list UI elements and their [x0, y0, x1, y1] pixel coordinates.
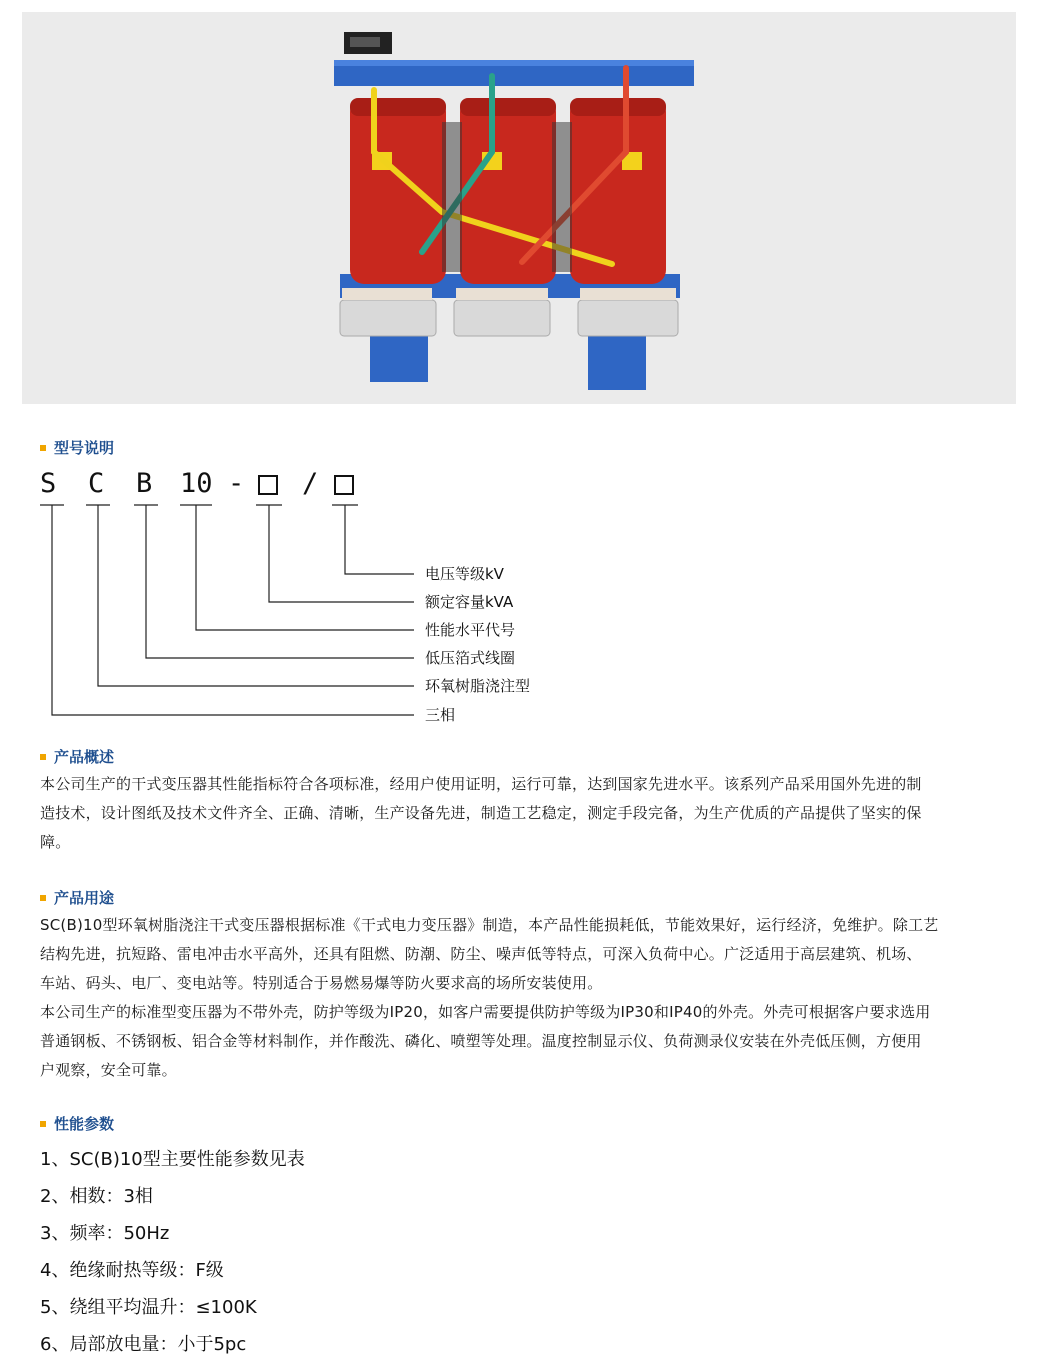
- code-char-dash: -: [228, 468, 245, 499]
- section-title-text: 产品概述: [54, 748, 115, 766]
- label-voltage-class: 电压等级kV: [425, 565, 504, 583]
- usage-line: 车站、码头、电厂、变电站等。特别适合于易燃易爆等防火要求高的场所安装使用。: [40, 974, 603, 992]
- overview-paragraph: [40, 770, 1002, 857]
- section-title-overview: [40, 746, 114, 767]
- bullet-square-icon: [40, 754, 46, 760]
- section-title-text: 产品用途: [54, 889, 115, 907]
- left-foot: [370, 334, 428, 382]
- right-foot: [588, 334, 646, 390]
- usage-line: 户观察，安全可靠。: [40, 1061, 177, 1079]
- usage-line: 结构先进，抗短路、雷电冲击水平高外，还具有阻燃、防潮、防尘、噪声低等特点，可深入负荷中心。广泛适用于高层建筑、机场、: [40, 945, 922, 963]
- section-title-model: [40, 437, 114, 458]
- bullet-square-icon: [40, 445, 46, 451]
- param-item: 3、频率：50Hz: [40, 1223, 170, 1244]
- usage-line: 普通钢板、不锈钢板、铝合金等材料制作，并作酸洗、磷化、喷塑等处理。温度控制显示仪、负荷测录仪安装在外壳低压侧，方便用: [40, 1032, 922, 1050]
- label-foil-winding: 低压箔式线圈: [425, 649, 516, 667]
- param-item: 1、SC(B)10型主要性能参数见表: [40, 1149, 305, 1170]
- coils: [350, 98, 666, 284]
- usage-paragraph: [40, 911, 1002, 1085]
- section-title-performance: [40, 1113, 114, 1134]
- product-image: [22, 12, 1016, 404]
- usage-line: SC(B)10型环氧树脂浇注干式变压器根据标准《干式电力变压器》制造，本产品性能损耗低，节能效果好，运行经济，免维护。除工艺: [40, 916, 939, 934]
- overview-line: 障。: [40, 833, 71, 851]
- section-title-text: 性能参数: [54, 1115, 115, 1133]
- bullet-square-icon: [40, 1121, 46, 1127]
- param-item: 6、局部放电量：小于5pc: [40, 1334, 247, 1355]
- label-rated-capacity: 额定容量kVA: [425, 593, 514, 611]
- transformer-illustration: [22, 12, 1016, 404]
- param-item: 2、相数：3相: [40, 1186, 153, 1207]
- section-title-text: 型号说明: [54, 439, 115, 457]
- cooling-fans: [340, 288, 678, 336]
- capacity-placeholder-box: [258, 475, 278, 495]
- overview-line: 造技术，设计图纸及技术文件齐全、正确、清晰，生产设备先进，制造工艺稳定，测定手段完备，为生产优质的产品提供了坚实的保: [40, 804, 922, 822]
- code-char-c: C: [88, 468, 105, 499]
- code-char-s: S: [40, 468, 57, 499]
- usage-line: 本公司生产的标准型变压器为不带外壳，防护等级为IP20，如客户需要提供防护等级为IP30和IP40的外壳。外壳可根据客户要求选用: [40, 1003, 931, 1021]
- voltage-placeholder-box: [334, 475, 354, 495]
- performance-list: [40, 1143, 305, 1365]
- param-item: 4、绝缘耐热等级：F级: [40, 1260, 224, 1281]
- label-three-phase: 三相: [425, 706, 456, 724]
- overview-line: 本公司生产的干式变压器其性能指标符合各项标准，经用户使用证明，运行可靠，达到国家先进水平。该系列产品采用国外先进的制: [40, 775, 922, 793]
- code-char-10: 10: [180, 468, 213, 499]
- bullet-square-icon: [40, 895, 46, 901]
- code-char-b: B: [136, 468, 153, 499]
- code-char-slash: /: [302, 468, 319, 499]
- label-epoxy-cast: 环氧树脂浇注型: [425, 677, 531, 695]
- section-title-usage: [40, 887, 114, 908]
- param-item: 5、绕组平均温升：≤100K: [40, 1297, 257, 1318]
- label-performance-code: 性能水平代号: [425, 621, 516, 639]
